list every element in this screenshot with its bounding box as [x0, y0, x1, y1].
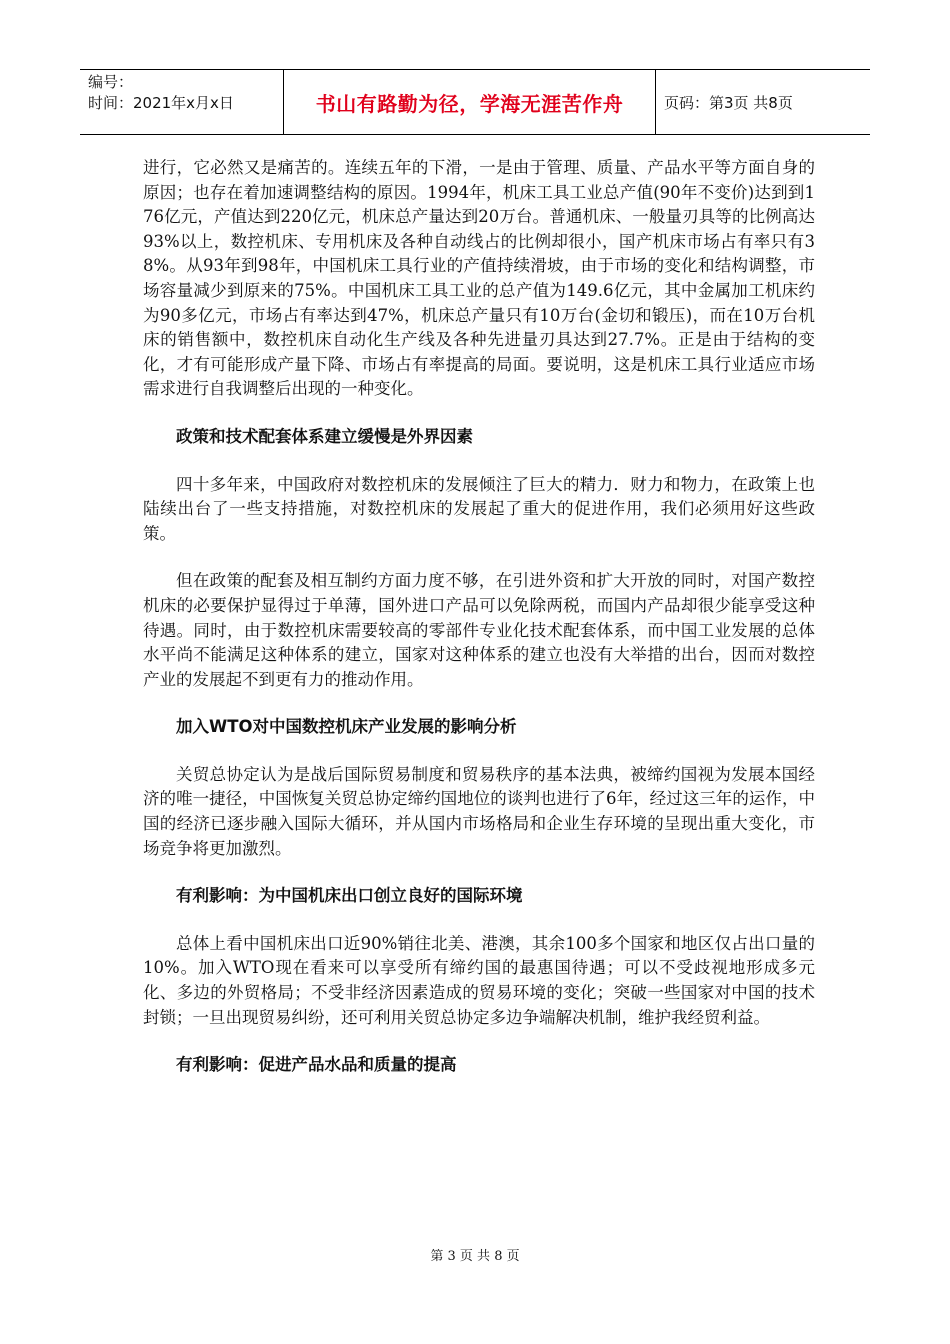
heading-wto: 加入WTO对中国数控机床产业发展的影响分析	[176, 717, 517, 737]
paragraph-5: 总体上看中国机床出口近90%销往北美、港澳，其余100多个国家和地区仅占出口量的10%。加入WTO现在看来可以享受所有缔约国的最惠国待遇；可以不受歧视地形成多元化、多边的外贸格局；不受非经济因素造成的贸易环境的变化；突破一些国家对中国的技术封锁；一旦出现贸易纠纷，还可利用关贸总协定多边争端解决机制，维护我经贸利益。	[143, 933, 815, 1027]
header-motto	[284, 70, 656, 134]
heading-quality: 有利影响：促进产品水品和质量的提高	[176, 1055, 457, 1075]
paragraph-1: 进行，它必然又是痛苦的。连续五年的下滑，一是由于管理、质量、产品水平等方面自身的原因；也存在着加速调整结构的原因。1994年，机床工具工业总产值(90年不变价)达到到176亿元，产值达到220亿元，机床总产量达到20万台。普通机床、一般量刃具等的比例高达93%以上，数控机床、专用机床及各种自动线占的比例却很小，国产机床市场占有率只有38%。从93年到98年，中国机床工具行业的产值持续滑坡，由于市场的变化和结构调整，市场容量减少到原来的75%。中国机床工具工业的总产值为149.6亿元，其中金属加工机床约为90多亿元，市场占有率达到47%，机床总产量只有10万台(金切和锻压)，而在10万台机床的销售额中，数控机床自动化生产线及各种先进量刃具达到27.7%。正是由于结构的变化，才有可能形成产量下降、市场占有率提高的局面。要说明，这是机床工具行业适应市场需求进行自我调整后出现的一种变化。	[143, 158, 815, 399]
heading-export: 有利影响：为中国机床出口创立良好的国际环境	[176, 886, 523, 906]
header-meta	[80, 70, 284, 134]
paragraph-3: 但在政策的配套及相互制约方面力度不够，在引进外资和扩大开放的同时，对国产数控机床的必要保护显得过于单薄，国外进口产品可以免除两税，而国内产品却很少能享受这种待遇。同时，由于数控机床需要较高的零部件专业化技术配套体系，而中国工业发展的总体水平尚不能满足这种体系的建立，国家对这种体系的建立也没有大举措的出台，因而对数控产业的发展起不到更有力的推动作用。	[143, 571, 815, 689]
page-header	[80, 69, 870, 135]
heading-policy: 政策和技术配套体系建立缓慢是外界因素	[176, 426, 473, 446]
paragraph-4: 关贸总协定认为是战后国际贸易制度和贸易秩序的基本法典，被缔约国视为发展本国经济的唯一捷径，中国恢复关贸总协定缔约国地位的谈判也进行了6年，经过这三年的运作，中国的经济已逐步融入国际大循环，并从国内市场格局和企业生存环境的呈现出重大变化，市场竞争将更加激烈。	[143, 764, 815, 858]
paragraph-2: 四十多年来，中国政府对数控机床的发展倾注了巨大的精力．财力和物力，在政策上也陆续出台了一些支持措施，对数控机床的发展起了重大的促进作用，我们必须用好这些政策。	[143, 474, 815, 543]
header-page-info: 页码：第3页 共8页	[664, 93, 793, 112]
motto-text: 书山有路勤为径，学海无涯苦作舟	[315, 91, 624, 116]
number-label: 编号：	[88, 73, 134, 91]
page-footer: 第 3 页 共 8 页	[430, 1249, 520, 1264]
time-label: 时间：2021年x月x日	[88, 94, 234, 112]
document-body	[143, 156, 815, 1101]
